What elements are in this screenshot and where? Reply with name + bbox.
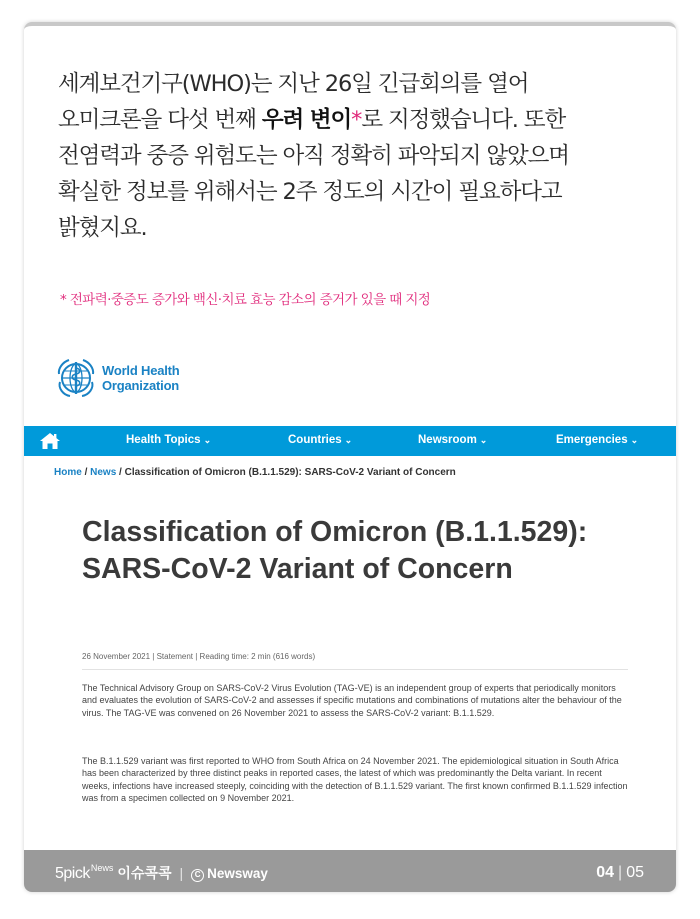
newsway-logo (191, 866, 268, 883)
breadcrumb-current: Classification of Omicron (B.1.1.529): SARS-CoV-2 Variant of Concern (124, 467, 456, 478)
footnote: * 전파력·중증도 증가와 백신·치료 효능 감소의 증거가 있을 때 지정 (60, 292, 431, 308)
nav-emergencies-label: Emergencies (556, 434, 628, 446)
korean-headline (58, 66, 658, 246)
footer-separator: | (179, 865, 184, 881)
page-total: 05 (626, 864, 644, 881)
page-indicator (596, 864, 644, 882)
nav-health-topics-label: Health Topics (126, 434, 201, 446)
chevron-down-icon: ⌄ (479, 435, 488, 445)
nav-emergencies[interactable] (556, 434, 638, 446)
breadcrumb-home[interactable]: Home (54, 467, 82, 478)
brand-news: News (90, 863, 114, 873)
footer-bar (24, 850, 676, 892)
brand-5pick: 5pick (55, 865, 90, 882)
article-paragraph-2: The B.1.1.529 variant was first reported to WHO from South Africa on 24 November 2021. The epidemiological situation in South Africa has been characterized by three distinct peaks in reported cases, the latest of which was predominantly the Delta variant. In recent weeks, infections have increased steeply, coinciding with the detection of B.1.1.529 variant. The first known confirmed B.1.1.529 infection was from a specimen collected on 9 November 2021. (82, 756, 628, 804)
headline-line-3: 전염력과 중증 위험도는 아직 정확히 파악되지 않았으며 (58, 143, 569, 169)
headline-line-2-post: 로 지정했습니다. 또한 (361, 107, 566, 133)
page-current: 04 (596, 864, 615, 881)
chevron-down-icon: ⌄ (630, 435, 639, 445)
who-emblem-icon (54, 356, 98, 400)
nav-countries[interactable] (288, 434, 352, 446)
nav-newsroom-label: Newsroom (418, 434, 477, 446)
who-name-line-2: Organization (102, 378, 180, 393)
headline-line-2-pre: 오미크론을 다섯 번째 (58, 107, 262, 133)
nav-health-topics[interactable] (126, 434, 211, 446)
article-title: Classification of Omicron (B.1.1.529): SARS-CoV-2 Variant of Concern (82, 516, 588, 585)
breadcrumb (54, 467, 456, 478)
nav-countries-label: Countries (288, 434, 342, 446)
article-paragraph-1: The Technical Advisory Group on SARS-CoV-2 Virus Evolution (TAG-VE) is an independent group of experts that periodically monitors and evaluates the evolution of SARS-CoV-2 and assesses if specific mutations and combinations of mutations alter the behaviour of the virus. The TAG-VE was convened on 26 November 2021 to assess the SARS-CoV-2 variant: B.1.1.529. (82, 683, 622, 718)
chevron-down-icon: ⌄ (203, 435, 212, 445)
page-separator: | (618, 864, 623, 881)
breadcrumb-sep-2: / (116, 467, 125, 478)
footnote-star: * (351, 107, 362, 133)
brand-issue: 이슈콕콕 (117, 865, 172, 881)
chevron-down-icon: ⌄ (344, 435, 353, 445)
who-name-line-1: World Health (102, 363, 180, 378)
breadcrumb-news[interactable]: News (90, 467, 117, 478)
headline-line-2 (58, 102, 658, 138)
article-meta: 26 November 2021 | Statement | Reading time: 2 min (616 words) (82, 652, 316, 661)
headline-line-4: 확실한 정보를 위해서는 2주 정도의 시간이 필요하다고 (58, 179, 562, 205)
who-logo[interactable] (54, 356, 180, 400)
nav-newsroom[interactable] (418, 434, 487, 446)
copyright-icon: C (191, 869, 204, 882)
nav-home-button[interactable] (24, 426, 76, 456)
breadcrumb-sep-1: / (81, 467, 91, 478)
who-wordmark (102, 363, 180, 393)
card-frame (24, 22, 676, 892)
divider (82, 669, 628, 670)
home-icon (39, 432, 61, 450)
headline-emphasis: 우려 변이 (261, 107, 352, 133)
headline-line-1: 세계보건기구(WHO)는 지난 26일 긴급회의를 열어 (58, 71, 529, 97)
newsway-label: Newsway (207, 866, 268, 881)
headline-line-5: 밝혔지요. (58, 215, 147, 241)
main-nav (24, 426, 676, 456)
footer-brand (55, 863, 268, 883)
